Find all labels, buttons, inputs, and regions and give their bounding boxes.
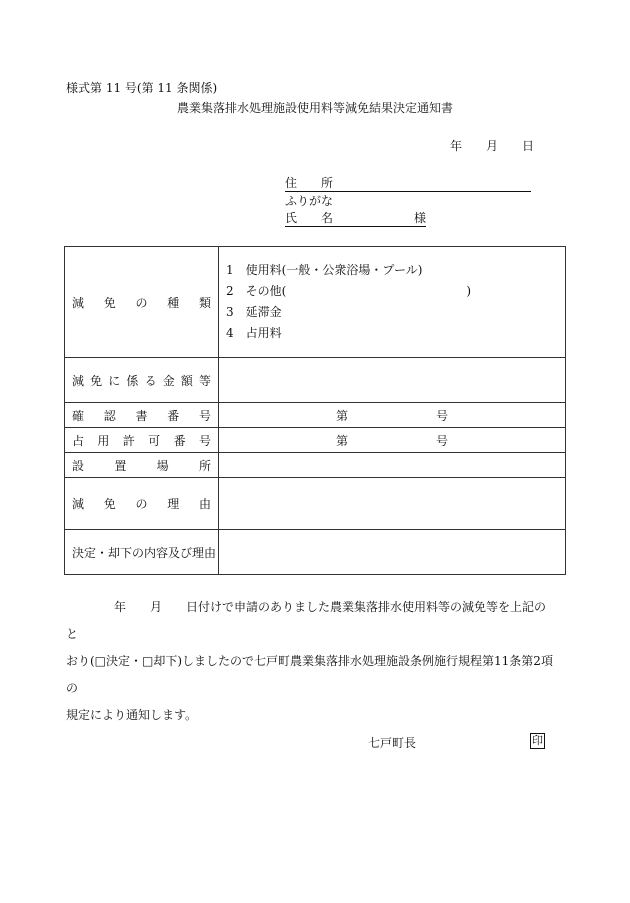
honorific: 様 (413, 211, 426, 225)
option-other[interactable]: 2 その他( ) (226, 284, 471, 298)
type-label-cell (65, 247, 219, 358)
date-line (450, 137, 534, 154)
reduction-table (64, 246, 566, 575)
reason-label: 減 免 の 理 由 (72, 497, 211, 511)
permit-label: 占 用 許 可 番 号 (72, 433, 211, 448)
address-label: 住 所 (285, 176, 334, 190)
option-late-fee[interactable]: 3 延滞金 (226, 305, 282, 319)
confirm-row (65, 403, 566, 428)
address-field[interactable] (285, 174, 531, 192)
date-year: 年 (450, 139, 463, 153)
type-options-cell (219, 247, 566, 358)
permit-number-suffix: 号 (436, 433, 449, 448)
location-label: 設 置 場 所 (72, 458, 211, 473)
amount-label-cell (65, 358, 219, 403)
amount-row (65, 358, 566, 403)
confirm-number-cell[interactable] (219, 403, 566, 428)
name-label: 氏 名 (285, 211, 334, 225)
decision-row (65, 530, 566, 575)
location-value-cell[interactable] (219, 453, 566, 478)
type-row (65, 247, 566, 358)
amount-value-cell[interactable] (219, 358, 566, 403)
permit-row (65, 428, 566, 453)
notice-body (66, 594, 556, 729)
reason-label-cell (65, 478, 219, 530)
notice-line-2: おり(□決定・□却下)しましたので七戸町農業集落排水処理施設条例施行規程第11条第2項の (66, 654, 553, 695)
document-title: 農業集落排水処理施設使用料等減免結果決定通知書 (176, 101, 453, 115)
furigana-field[interactable] (285, 192, 333, 209)
furigana-label: ふりがな (285, 194, 334, 208)
type-label: 減 免 の 種 類 (72, 295, 211, 310)
seal-mark: 印 (532, 734, 543, 747)
decision-value-cell[interactable] (219, 530, 566, 575)
reason-row (65, 478, 566, 530)
confirm-number-suffix: 号 (436, 408, 449, 423)
date-day: 日 (522, 139, 535, 153)
option-occupancy-fee[interactable]: 4 占用料 (226, 326, 282, 340)
decision-label-cell (65, 530, 219, 575)
reason-value-cell[interactable] (219, 478, 566, 530)
decision-label: 決定・却下の内容及び理由 (72, 545, 217, 560)
name-field[interactable] (285, 209, 426, 227)
form-number: 様式第 11 号(第 11 条関係) (66, 81, 218, 95)
location-label-cell (65, 453, 219, 478)
date-month: 月 (486, 139, 499, 153)
permit-number-cell[interactable] (219, 428, 566, 453)
confirm-label-cell (65, 403, 219, 428)
option-usage-fee[interactable]: 1 使用料(一般・公衆浴場・プール) (226, 263, 423, 277)
permit-label-cell (65, 428, 219, 453)
notice-line-1: 年 月 日付けで申請のありました農業集落排水使用料等の減免等を上記のと (66, 600, 547, 641)
notice-line-3: 規定により通知します。 (66, 708, 198, 722)
confirm-number-prefix: 第 (335, 408, 348, 423)
confirm-label: 確 認 書 番 号 (72, 408, 211, 423)
signer-title: 七戸町長 (368, 736, 417, 750)
permit-number-prefix: 第 (335, 433, 348, 448)
location-row (65, 453, 566, 478)
amount-label: 減 免 に 係 る 金 額 等 (72, 373, 211, 388)
